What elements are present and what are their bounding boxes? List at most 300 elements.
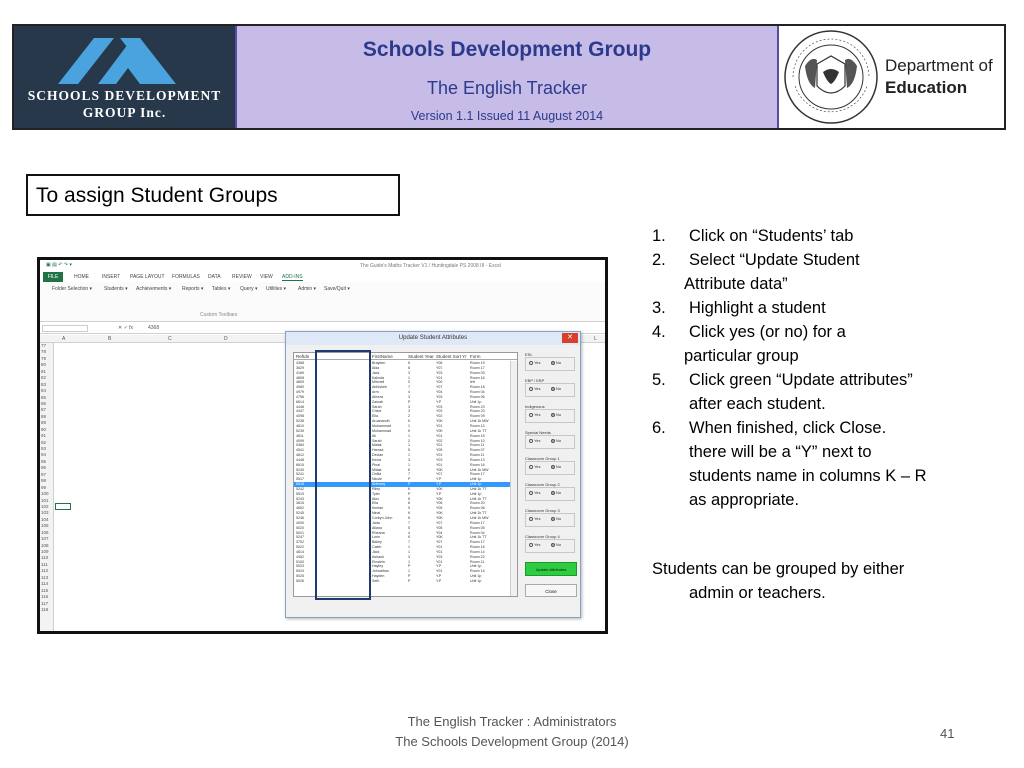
student-cell: 5384 — [296, 443, 304, 448]
student-cell: 5246 — [296, 516, 304, 520]
row-header[interactable]: 97 — [41, 471, 47, 477]
student-cell: Muhammad — [372, 428, 391, 433]
mountain-logo-icon — [58, 34, 192, 86]
student-cell: Y03 — [436, 457, 443, 462]
student-cell: Kalinda — [372, 375, 384, 380]
student-cell: 4980 — [296, 385, 304, 390]
yes-radio[interactable] — [529, 490, 541, 495]
student-cell: K — [408, 496, 411, 501]
student-cell: 6614 — [296, 399, 304, 404]
row-header[interactable]: 109 — [41, 549, 49, 554]
student-cell: Room 14 — [470, 423, 485, 428]
group-label: Classroom Group 4 — [525, 534, 560, 539]
student-cell: Room 14 — [470, 549, 485, 554]
yes-label: Yes — [534, 412, 541, 417]
student-cell: 5239 — [296, 428, 304, 433]
row-header[interactable]: 105 — [41, 523, 49, 529]
excel-selected-cell[interactable] — [55, 503, 71, 510]
ribbon-achievements[interactable]: Achievements ▾ — [136, 286, 172, 292]
student-cell: Y01 — [436, 423, 443, 428]
radio-selected-icon — [551, 387, 555, 391]
student-cell: Room 20 — [470, 501, 485, 506]
row-header[interactable]: 86 — [41, 400, 47, 406]
student-cell: K — [408, 511, 411, 516]
group-label: ESL — [525, 352, 533, 357]
student-cell: 3702 — [296, 540, 304, 545]
student-cell: Hayley — [372, 564, 383, 569]
student-cell: Y03 — [436, 394, 443, 399]
student-cell: Hayden — [372, 574, 385, 579]
header-refidn: RefIdn — [296, 354, 310, 359]
radio-icon — [529, 439, 533, 443]
student-cell: P — [408, 574, 411, 579]
student-cell: 1 — [408, 545, 410, 550]
student-cell: Room 11 — [470, 443, 485, 448]
row-header[interactable]: 101 — [41, 497, 49, 503]
group-label: Special Needs — [525, 430, 551, 435]
group-option-box — [525, 508, 577, 528]
yes-radio[interactable] — [529, 412, 541, 417]
group-option-box — [525, 430, 577, 450]
yes-label: Yes — [534, 490, 541, 495]
student-cell: 1 — [408, 375, 410, 380]
student-cell: Ashank — [372, 554, 384, 559]
row-header[interactable]: 106 — [41, 529, 49, 535]
row-header[interactable]: 107 — [41, 536, 49, 542]
row-header[interactable]: 93 — [41, 446, 47, 451]
row-header[interactable]: 80 — [41, 362, 47, 368]
row-header[interactable]: 112 — [41, 568, 49, 574]
row-header[interactable]: 89 — [41, 420, 47, 426]
row-header[interactable]: 115 — [41, 587, 49, 593]
student-cell: 3 — [408, 409, 410, 414]
student-cell: Room 04 — [470, 390, 485, 395]
row-header[interactable]: 82 — [41, 375, 47, 381]
excel-tab-home[interactable]: HOME — [74, 274, 89, 280]
student-cell: Room 13 — [470, 457, 485, 462]
student-cell: 5519 — [296, 491, 304, 496]
student-cell: Unit 1k MW — [470, 516, 489, 520]
student-cell: 2 — [408, 438, 410, 443]
group-label: Classroom Group 1 — [525, 456, 560, 461]
student-cell: 4811 — [296, 433, 304, 438]
student-cell: Y07 — [436, 365, 443, 370]
student-cell: Unit 1k MW — [470, 467, 489, 472]
student-cell: Y01 — [436, 545, 443, 550]
student-cell: Caleb — [372, 545, 382, 550]
column-header-c[interactable]: C — [168, 336, 172, 342]
row-header[interactable]: 87 — [41, 407, 47, 413]
excel-tab-view[interactable]: VIEW — [260, 274, 273, 280]
group-option-box — [525, 456, 577, 476]
ribbon-tables[interactable]: Tables ▾ — [212, 286, 231, 292]
excel-window-title: The Guide's Maths Tracker V1 / Huntingdale PS 2008 III - Excel — [360, 263, 502, 269]
student-cell: Y04 — [436, 530, 443, 535]
student-cell: Zainab — [372, 399, 383, 404]
student-cell: Corbyn John — [372, 516, 393, 520]
student-cell: 5100 — [296, 559, 304, 564]
student-cell: 5022 — [296, 545, 304, 550]
excel-formula-value[interactable]: 4368 — [148, 325, 160, 331]
row-header[interactable]: 78 — [41, 349, 47, 355]
student-cell: Ninal — [372, 511, 381, 516]
student-cell: Y.P — [436, 564, 442, 569]
row-header[interactable]: 77 — [41, 343, 47, 348]
student-cell: 5238 — [296, 419, 304, 424]
close-icon[interactable]: ✕ — [562, 333, 578, 343]
step-text: Click yes (or no) for a — [689, 323, 846, 341]
yes-label: Yes — [534, 386, 541, 391]
column-header-b[interactable]: B — [108, 336, 112, 342]
student-cell: 5021 — [296, 530, 304, 535]
student-cell: Jack — [372, 370, 380, 375]
student-cell: 4541 — [296, 448, 304, 453]
step-text: as appropriate. — [689, 491, 800, 509]
student-cell: Y.P — [436, 399, 442, 404]
row-header[interactable]: 104 — [41, 516, 49, 522]
student-cell: Y07 — [436, 472, 443, 477]
instruction-step — [652, 248, 992, 272]
student-cell: Declan — [372, 453, 384, 458]
no-radio[interactable] — [551, 412, 561, 417]
row-header[interactable]: 102 — [41, 503, 49, 509]
student-cell: 3 — [408, 394, 410, 399]
student-cell: Unit 1k TT — [470, 535, 487, 540]
ribbon-folder-selection[interactable]: Folder Selection ▾ — [52, 286, 93, 292]
no-label: No — [556, 542, 562, 547]
student-cell: 4447 — [296, 409, 304, 414]
student-list-scrollbar[interactable] — [510, 361, 517, 596]
student-cell: Room 14 — [470, 569, 485, 574]
student-cell: Room 19 — [470, 361, 485, 365]
excel-name-box[interactable] — [42, 325, 88, 332]
row-header[interactable]: 85 — [41, 394, 47, 400]
group-option-box — [525, 352, 577, 372]
no-radio[interactable] — [551, 464, 561, 469]
student-cell: Y02 — [436, 414, 443, 419]
ribbon-admin[interactable]: Admin ▾ — [298, 286, 317, 292]
excel-tab-page-layout[interactable]: PAGE LAYOUT — [130, 274, 165, 280]
function-icon[interactable]: ✕ ✓ fx — [118, 325, 134, 331]
no-radio[interactable] — [551, 360, 561, 365]
student-cell: Milala — [372, 467, 382, 472]
instruction-step — [652, 296, 992, 320]
instruction-steps — [652, 224, 992, 512]
student-cell: Muhammad — [372, 423, 391, 428]
instruction-step — [652, 488, 992, 512]
banner-subtitle: The English Tracker — [426, 78, 588, 98]
instruction-step — [652, 344, 992, 368]
student-cell: 5 — [408, 506, 410, 511]
student-cell: Room 11 — [470, 453, 485, 458]
no-radio[interactable] — [551, 490, 561, 495]
header-student-sort-yr: Student Sort Yr — [436, 354, 467, 359]
student-cell: 1 — [408, 433, 410, 438]
excel-tab-insert[interactable]: INSERT — [102, 274, 121, 280]
header-banner — [12, 24, 1006, 130]
student-cell: Nicole — [372, 477, 382, 482]
student-cell: Room 16 — [470, 545, 485, 550]
step-text: Select “Update Student — [689, 251, 860, 269]
excel-title-bar — [40, 260, 605, 272]
student-cell: K — [408, 419, 411, 424]
step-number: 4. — [652, 323, 666, 341]
student-cell: 6615 — [296, 462, 304, 467]
student-cell: Seth — [372, 578, 380, 583]
student-cell: K — [408, 361, 411, 365]
yes-radio[interactable] — [529, 438, 541, 443]
student-cell: 3815 — [296, 501, 304, 506]
student-cell: Room 07 — [470, 448, 485, 453]
row-header[interactable]: 81 — [41, 368, 47, 374]
student-cell: Y.P — [436, 482, 442, 487]
row-header[interactable]: 92 — [41, 439, 47, 445]
column-header-l[interactable]: L — [594, 336, 597, 342]
no-radio[interactable] — [551, 542, 561, 547]
row-header[interactable]: 94 — [41, 452, 47, 458]
student-cell: Einstein — [372, 559, 385, 564]
row-header[interactable]: 88 — [41, 413, 47, 419]
student-cell: K — [408, 428, 411, 433]
row-header[interactable]: 110 — [41, 555, 49, 561]
student-cell: Y05 — [436, 525, 443, 530]
no-radio[interactable] — [551, 386, 561, 391]
row-header[interactable]: 95 — [41, 458, 47, 464]
student-cell: Alda — [372, 365, 380, 370]
student-cell: Hamza — [372, 448, 384, 453]
student-cell: Mitchell — [372, 380, 385, 385]
banner-version: Version 1.1 Issued 11 August 2014 — [410, 109, 604, 123]
student-cell: 1 — [408, 549, 410, 554]
row-header[interactable]: 84 — [41, 388, 47, 394]
student-cell: Unit 1p — [470, 399, 482, 404]
department-logo — [781, 26, 1004, 128]
step-text: Click green “Update attributes” — [689, 371, 913, 389]
student-cell: 4169 — [296, 370, 304, 375]
no-radio[interactable] — [551, 516, 561, 521]
yes-radio[interactable] — [529, 516, 541, 521]
ribbon-group-label: Custom Toolbars — [200, 312, 238, 318]
radio-icon — [529, 465, 533, 469]
student-cell: Johnathan — [372, 569, 389, 574]
no-label: No — [556, 516, 562, 521]
row-header[interactable]: 98 — [41, 478, 47, 484]
student-cell: 5023 — [296, 564, 304, 569]
student-cell: 5517 — [296, 477, 304, 482]
student-cell: 5518 — [296, 482, 304, 487]
student-cell: Y0K — [436, 511, 443, 516]
student-cell: Room 15 — [470, 433, 485, 438]
student-cell: 4452 — [296, 554, 304, 559]
student-cell: 4448 — [296, 457, 304, 462]
student-cell: Y02 — [436, 438, 443, 443]
yes-radio[interactable] — [529, 542, 541, 547]
student-cell: Unit 1k MW — [470, 419, 489, 424]
radio-icon — [529, 387, 533, 391]
student-cell: Y01 — [436, 549, 443, 554]
student-cell: Alex — [372, 496, 379, 501]
footer-line1: The English Tracker : Administrators — [407, 714, 617, 729]
student-cell: Unit 1k TT — [470, 428, 487, 433]
excel-app-icon: ▣ ▤ ↶ ↷ ▾ — [46, 262, 72, 268]
student-cell: Pinal — [372, 462, 380, 467]
student-cell: Y01 — [436, 462, 443, 467]
student-cell: Y00 — [436, 380, 443, 385]
student-cell: 5 — [408, 448, 410, 453]
excel-tab-data[interactable]: DATA — [208, 274, 221, 280]
row-header[interactable]: 83 — [41, 381, 47, 387]
step-text: particular group — [684, 347, 799, 365]
no-radio[interactable] — [551, 438, 561, 443]
student-cell: 4979 — [296, 390, 304, 395]
step-number: 6. — [652, 419, 666, 437]
department-name-line2: Education — [885, 78, 968, 97]
row-header[interactable]: 114 — [41, 581, 49, 587]
student-cell: Sarah — [372, 404, 382, 409]
student-cell: Keelan — [372, 506, 384, 511]
column-header-d[interactable]: D — [224, 336, 228, 342]
student-cell: 4756 — [296, 394, 304, 399]
header-firstname: FirstName — [372, 354, 393, 359]
student-cell: Alireza — [372, 394, 383, 399]
student-cell: Y.P — [436, 491, 442, 496]
row-header[interactable]: 108 — [41, 542, 49, 548]
student-cell: 4098 — [296, 414, 304, 419]
row-header[interactable]: 116 — [41, 594, 49, 600]
row-header[interactable]: 103 — [41, 510, 49, 516]
row-header[interactable]: 99 — [41, 484, 47, 490]
student-cell: Room 05 — [470, 525, 485, 530]
student-cell: 4652 — [296, 506, 304, 511]
yes-radio[interactable] — [529, 386, 541, 391]
update-attributes-button[interactable]: Update Attributes — [525, 562, 577, 576]
instruction-step — [652, 320, 992, 344]
banner-title-area — [235, 26, 779, 128]
student-cell: 4808 — [296, 375, 304, 380]
update-student-attributes-dialog — [285, 331, 581, 618]
row-header[interactable]: 91 — [41, 433, 47, 439]
radio-icon — [529, 413, 533, 417]
row-header[interactable]: 117 — [41, 600, 49, 606]
student-cell: Room 11 — [470, 559, 485, 564]
student-cell: Sarah — [372, 438, 382, 443]
student-cell: 6 — [408, 365, 410, 370]
student-cell: Arm — [372, 390, 379, 395]
instruction-step — [652, 440, 992, 464]
student-cell: Y01 — [436, 569, 443, 574]
excel-tab-add-ins[interactable]: ADD-INS — [282, 274, 303, 280]
row-header[interactable]: 90 — [41, 426, 47, 432]
student-cell: Abhishek — [372, 385, 387, 390]
student-cell: Y0K — [436, 486, 443, 491]
instruction-step — [652, 464, 992, 488]
page-number: 41 — [940, 726, 955, 741]
student-cell: Y03 — [436, 409, 443, 414]
student-cell: K — [408, 486, 411, 491]
student-cell: 7 — [408, 472, 410, 477]
student-cell: Y01 — [436, 375, 443, 380]
student-cell: Unit 1p — [470, 574, 482, 579]
yes-radio[interactable] — [529, 464, 541, 469]
student-cell: 4812 — [296, 453, 304, 458]
ribbon-reports[interactable]: Reports ▾ — [182, 286, 204, 292]
banner-title: Schools Development Group — [362, 38, 652, 61]
group-label: Classroom Group 2 — [525, 482, 560, 487]
student-cell: 4368 — [296, 361, 304, 365]
student-cell: Room 04 — [470, 530, 485, 535]
student-cell: Y05 — [436, 448, 443, 453]
student-cell: Room 23 — [470, 409, 485, 414]
student-cell: Aruanandh — [372, 419, 390, 424]
student-cell: 5247 — [296, 535, 304, 540]
header-form: Form — [470, 354, 481, 359]
student-cell: Ali — [372, 433, 376, 438]
row-header[interactable]: 113 — [41, 574, 49, 580]
student-cell: 3 — [408, 404, 410, 409]
student-cell: 5025 — [296, 574, 304, 579]
student-cell: Room 03 — [470, 370, 485, 375]
excel-tab-formulas[interactable]: FORMULAS — [172, 274, 200, 280]
student-cell: 3 — [408, 554, 410, 559]
student-cell: Room 16 — [470, 375, 485, 380]
student-cell: Lorin — [372, 535, 380, 540]
student-cell: P — [408, 482, 411, 487]
yes-radio[interactable] — [529, 360, 541, 365]
group-options-panel — [525, 352, 577, 560]
ribbon-save-quit[interactable]: Save/Quit ▾ — [324, 286, 350, 292]
student-cell: 5024 — [296, 569, 304, 574]
yes-label: Yes — [534, 464, 541, 469]
radio-icon — [529, 361, 533, 365]
radio-selected-icon — [551, 543, 555, 547]
ribbon-utilities[interactable]: Utilities ▾ — [266, 286, 287, 292]
student-cell: Y06 — [436, 501, 443, 506]
student-cell: 1 — [408, 559, 410, 564]
row-header[interactable]: 79 — [41, 355, 47, 361]
student-cell: 4810 — [296, 423, 304, 428]
sdg-logo-text-line1: SCHOOLS DEVELOPMENT — [27, 88, 222, 103]
no-label: No — [556, 360, 562, 365]
no-label: No — [556, 438, 562, 443]
footer — [312, 712, 712, 752]
student-cell: Room 17 — [470, 472, 485, 477]
row-header[interactable]: 118 — [41, 606, 49, 612]
student-cell: 5245 — [296, 511, 304, 516]
row-header[interactable]: 96 — [41, 465, 47, 471]
column-header-a[interactable]: A — [62, 336, 66, 342]
student-cell: 3629 — [296, 365, 304, 370]
ribbon-students[interactable]: Students ▾ — [104, 286, 128, 292]
student-cell: Bailey — [372, 540, 382, 545]
excel-tab-file[interactable]: FILE — [43, 272, 63, 282]
dialog-title: Update Student Attributes — [286, 332, 580, 345]
group-label: Classroom Group 3 — [525, 508, 560, 513]
student-cell: 5020 — [296, 525, 304, 530]
instruction-step — [652, 272, 992, 296]
ribbon-query[interactable]: Query ▾ — [240, 286, 258, 292]
excel-tab-review[interactable]: REVIEW — [232, 274, 252, 280]
student-cell: 4000 — [296, 520, 304, 525]
row-header[interactable]: 111 — [41, 561, 48, 567]
close-button[interactable]: Close — [525, 584, 577, 597]
student-cell: Room 17 — [470, 365, 485, 370]
student-cell: Ella — [372, 414, 378, 419]
radio-selected-icon — [551, 361, 555, 365]
student-cell: 7 — [408, 385, 410, 390]
group-label: EBP / EBP — [525, 378, 545, 383]
student-cell: Y01 — [436, 453, 443, 458]
row-header[interactable]: 100 — [41, 491, 49, 497]
